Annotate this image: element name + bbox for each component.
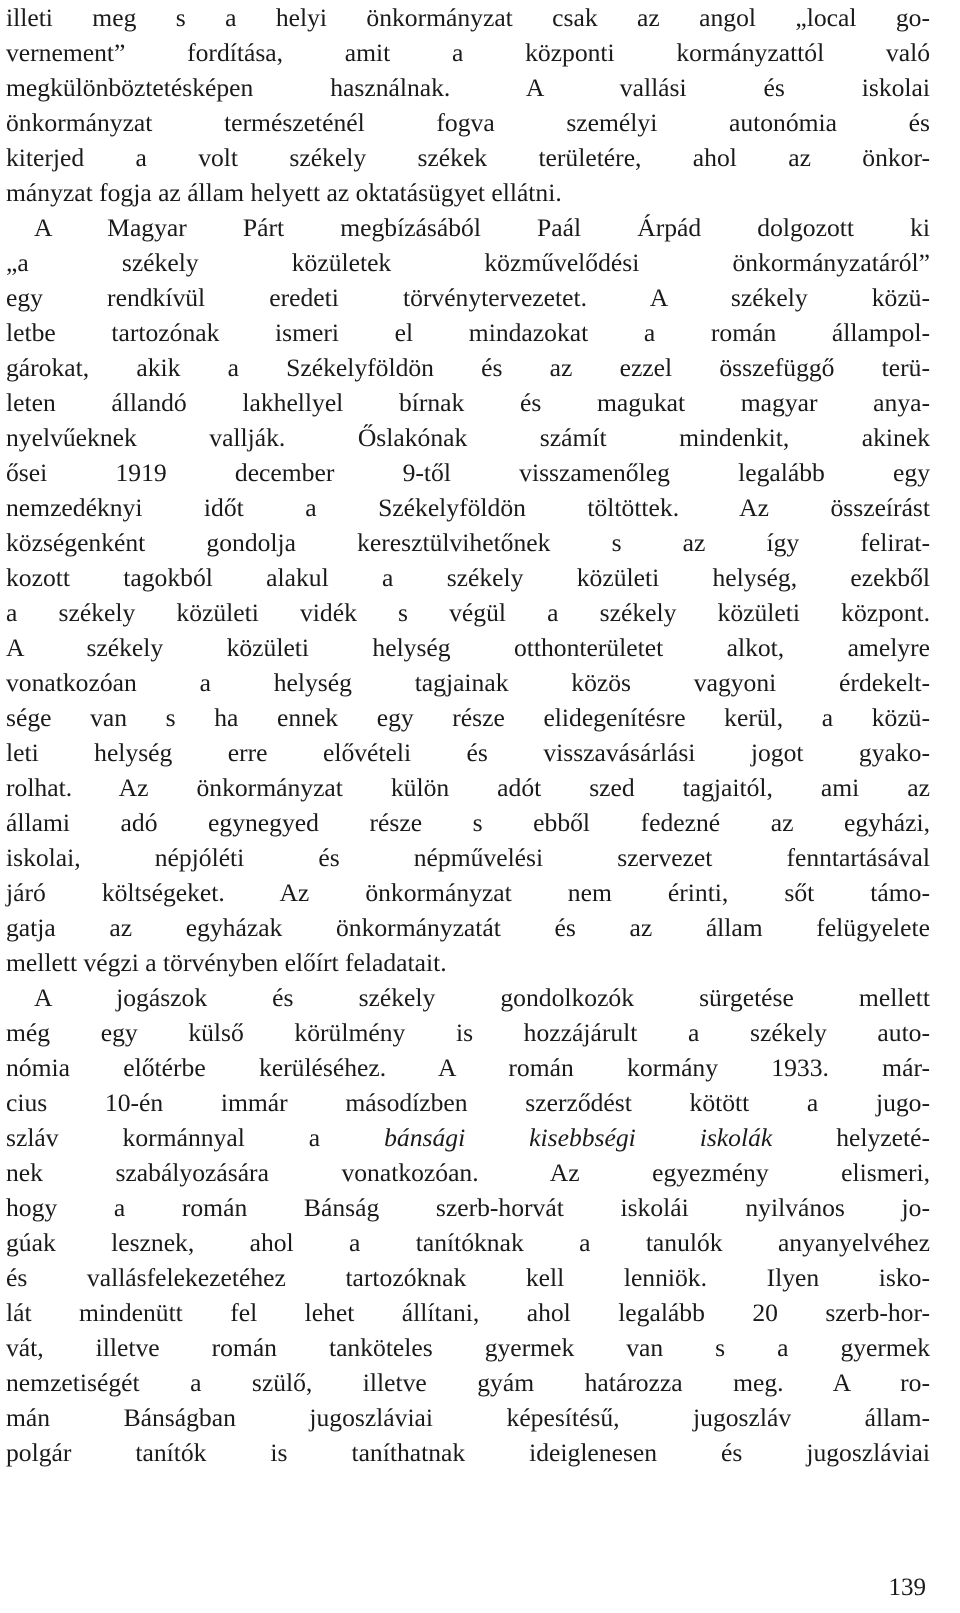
text-line: vernement” fordítása, amit a központi kormányzattól való bbox=[6, 38, 930, 67]
text-line: letbe tartozónak ismeri el mindazokat a román állampol- bbox=[6, 318, 930, 347]
text-line: A jogászok és székely gondolkozók sürgetése mellett bbox=[34, 983, 930, 1012]
text-line: állami adó egynegyed része s ebből fedezné az egyházi, bbox=[6, 808, 930, 837]
text-line: rolhat. Az önkormányzat külön adót szed tagjaitól, ami az bbox=[6, 773, 930, 802]
text-line: sége van s ha ennek egy része elidegenítésre kerül, a közü- bbox=[6, 703, 930, 732]
text-line: és vallásfelekezetéhez tartozóknak kell lenniök. Ilyen isko- bbox=[6, 1263, 930, 1292]
text-line: A székely közületi helység otthonterületet alkot, amelyre bbox=[6, 633, 930, 662]
text-line: iskolai, népjóléti és népművelési szervezet fenntartásával bbox=[6, 843, 930, 872]
text-span: szláv kormánnyal a bbox=[6, 1123, 385, 1152]
text-line: cius 10-én immár másodízben szerződést kötött a jugo- bbox=[6, 1088, 930, 1117]
text-line: önkormányzat természeténél fogva személyi autonómia és bbox=[6, 108, 930, 137]
text-line: nek szabályozására vonatkozóan. Az egyezmény elismeri, bbox=[6, 1158, 930, 1187]
text-line: mán Bánságban jugoszláviai képesítésű, jugoszláv állam- bbox=[6, 1403, 930, 1432]
text-line: mányzat fogja az állam helyett az oktatásügyet ellátni. bbox=[6, 178, 562, 207]
text-line: nemzedéknyi időt a Székelyföldön töltöttek. Az összeírást bbox=[6, 493, 930, 522]
italic-phrase: bánsági kisebbségi iskolák bbox=[384, 1123, 773, 1152]
paragraph-2 bbox=[6, 210, 930, 980]
paragraph-1 bbox=[6, 0, 930, 210]
text-line: a székely közületi vidék s végül a székely közületi központ. bbox=[6, 598, 930, 627]
text-line: még egy külső körülmény is hozzájárult a székely auto- bbox=[6, 1018, 930, 1047]
text-line: kozott tagokból alakul a székely közületi helység, ezekből bbox=[6, 563, 930, 592]
paragraph-3 bbox=[6, 980, 930, 1470]
text-line: leten állandó lakhellyel bírnak és magukat magyar anya- bbox=[6, 388, 930, 417]
text-line: gatja az egyházak önkormányzatát és az állam felügyelete bbox=[6, 913, 930, 942]
text-line: községenként gondolja keresztülvihetőnek s az így felirat- bbox=[6, 528, 930, 557]
text-line: nyelvűeknek vallják. Őslakónak számít mindenkit, akinek bbox=[6, 423, 930, 452]
page-body bbox=[6, 0, 930, 1470]
text-line: ősei 1919 december 9-től visszamenőleg legalább egy bbox=[6, 458, 930, 487]
text-line: hogy a román Bánság szerb-horvát iskolái nyilvános jo- bbox=[6, 1193, 930, 1222]
text-line: vát, illetve román tanköteles gyermek van s a gyermek bbox=[6, 1333, 930, 1362]
text-line: nemzetiségét a szülő, illetve gyám határozza meg. A ro- bbox=[6, 1368, 930, 1397]
text-span: helyzeté- bbox=[772, 1123, 930, 1152]
text-line: lát mindenütt fel lehet állítani, ahol legalább 20 szerb-hor- bbox=[6, 1298, 930, 1327]
text-line: gárokat, akik a Székelyföldön és az ezzel összefüggő terü- bbox=[6, 353, 930, 382]
text-line: nómia előtérbe kerüléséhez. A román kormány 1933. már- bbox=[6, 1053, 930, 1082]
text-line: polgár tanítók is taníthatnak ideiglenesen és jugoszláviai bbox=[6, 1438, 930, 1467]
text-line: egy rendkívül eredeti törvénytervezetet. A székely közü- bbox=[6, 283, 930, 312]
text-line: leti helység erre elővételi és visszavásárlási jogot gyako- bbox=[6, 738, 930, 767]
text-line: járó költségeket. Az önkormányzat nem érinti, sőt támo- bbox=[6, 878, 930, 907]
text-line: gúak lesznek, ahol a tanítóknak a tanulók anyanyelvéhez bbox=[6, 1228, 930, 1257]
text-line: vonatkozóan a helység tagjainak közös vagyoni érdekelt- bbox=[6, 668, 930, 697]
text-line: A Magyar Párt megbízásából Paál Árpád dolgozott ki bbox=[34, 213, 930, 242]
page-number: 139 bbox=[888, 1574, 926, 1601]
text-line: mellett végzi a törvényben előírt feladatait. bbox=[6, 948, 447, 977]
text-line: illeti meg s a helyi önkormányzat csak az angol „local go- bbox=[6, 3, 930, 32]
text-line: kiterjed a volt székely székek területére, ahol az önkor- bbox=[6, 143, 930, 172]
text-line: „a székely közületek közművelődési önkormányzatáról” bbox=[6, 248, 930, 277]
text-line: megkülönböztetésképen használnak. A vallási és iskolai bbox=[6, 73, 930, 102]
text-line-with-italic bbox=[6, 1120, 930, 1155]
